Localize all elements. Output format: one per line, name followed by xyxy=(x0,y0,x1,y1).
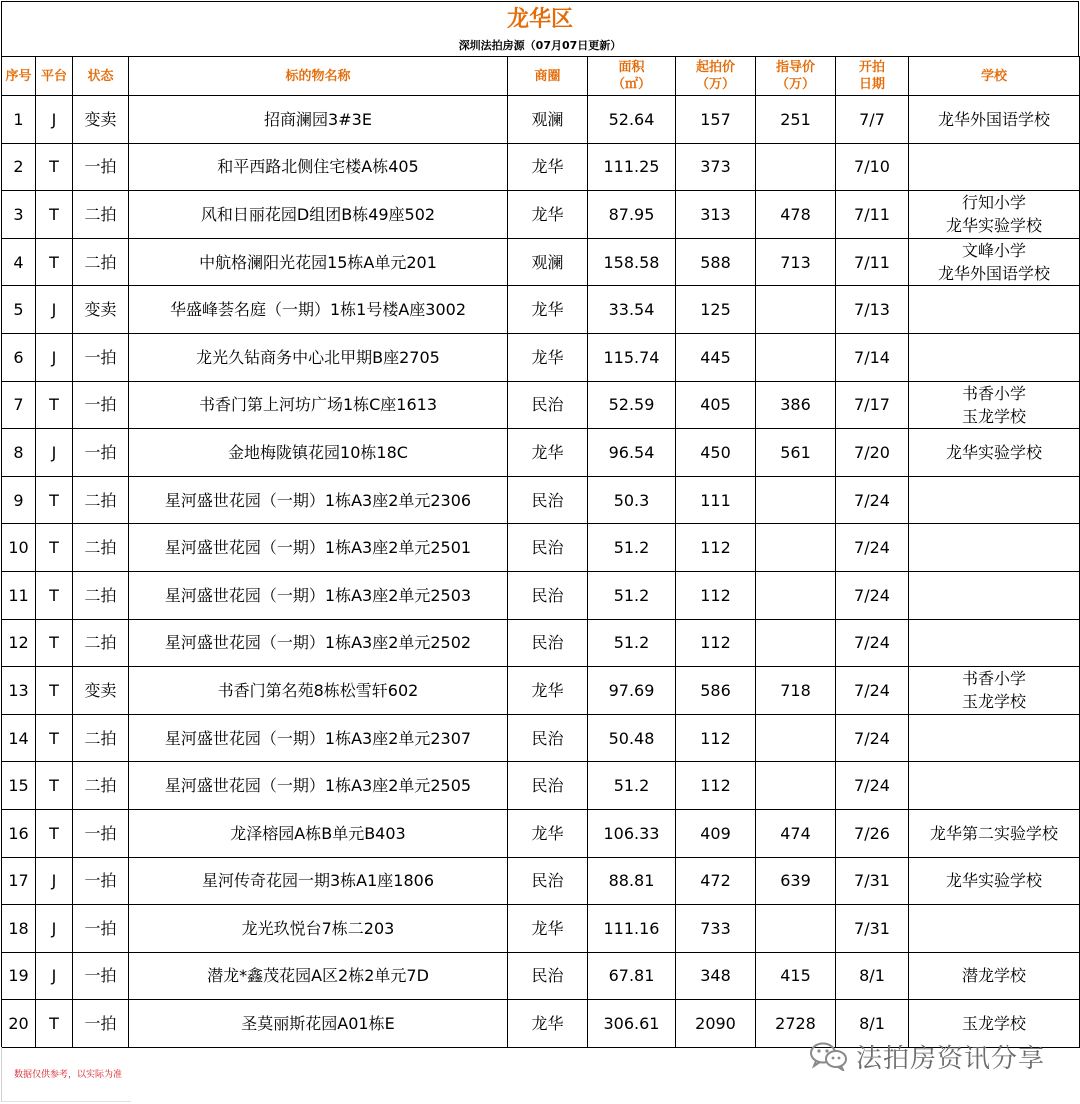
row-status: 一拍 xyxy=(73,333,129,381)
row-size: 52.59 xyxy=(588,381,676,429)
row-status: 二拍 xyxy=(73,714,129,762)
row-guide-price xyxy=(756,524,836,572)
row-school-line1: 书香小学 xyxy=(961,383,1026,403)
col-header-date-label2: 日期 xyxy=(858,77,885,92)
wechat-icon xyxy=(808,1041,848,1071)
row-school-line1: 行知小学 xyxy=(961,193,1026,213)
row-no: 5 xyxy=(2,286,36,334)
footer-note: 数据仅供参考，以实际为准 xyxy=(14,1070,123,1080)
col-header-start-price-label: 起拍价 xyxy=(695,60,735,75)
col-header-zone: 商圈 xyxy=(508,57,588,96)
row-date: 7/11 xyxy=(836,238,909,286)
row-platform: T xyxy=(36,143,73,191)
row-school xyxy=(909,96,1080,144)
row-no: 11 xyxy=(2,571,36,619)
row-zone: 龙华 xyxy=(508,191,588,239)
col-header-size-unit: （㎡） xyxy=(611,77,651,92)
col-header-guide-price-label: 指导价 xyxy=(775,60,815,75)
row-guide-price: 639 xyxy=(756,857,836,905)
row-start-price: 586 xyxy=(676,667,756,715)
row-name: 星河传奇花园一期3栋A1座1806 xyxy=(129,857,508,905)
row-date: 7/24 xyxy=(836,619,909,667)
row-date: 7/14 xyxy=(836,333,909,381)
row-start-price: 445 xyxy=(676,333,756,381)
row-school xyxy=(909,667,1080,715)
row-start-price: 733 xyxy=(676,905,756,953)
row-no: 13 xyxy=(2,667,36,715)
row-zone: 龙华 xyxy=(508,1000,588,1048)
row-guide-price: 718 xyxy=(756,667,836,715)
row-name: 星河盛世花园（一期）1栋A3座2单元2307 xyxy=(129,714,508,762)
row-name: 龙泽榕园A栋B单元B403 xyxy=(129,809,508,857)
row-status: 二拍 xyxy=(73,762,129,810)
row-size: 111.25 xyxy=(588,143,676,191)
row-size: 96.54 xyxy=(588,429,676,477)
listing-table xyxy=(1,56,1080,1048)
table-body xyxy=(2,96,1080,1048)
row-platform: T xyxy=(36,667,73,715)
row-start-price: 157 xyxy=(676,96,756,144)
row-guide-price xyxy=(756,619,836,667)
row-size: 50.48 xyxy=(588,714,676,762)
row-size: 88.81 xyxy=(588,857,676,905)
row-size: 106.33 xyxy=(588,809,676,857)
row-start-price: 373 xyxy=(676,143,756,191)
row-zone: 龙华 xyxy=(508,333,588,381)
row-start-price: 112 xyxy=(676,524,756,572)
row-status: 变卖 xyxy=(73,667,129,715)
row-status: 二拍 xyxy=(73,619,129,667)
row-zone: 观澜 xyxy=(508,96,588,144)
row-school xyxy=(909,952,1080,1000)
row-platform: J xyxy=(36,96,73,144)
row-guide-price: 2728 xyxy=(756,1000,836,1048)
row-platform: J xyxy=(36,333,73,381)
row-start-price: 112 xyxy=(676,762,756,810)
row-name: 书香门第名苑8栋松雪轩602 xyxy=(129,667,508,715)
row-name: 星河盛世花园（一期）1栋A3座2单元2503 xyxy=(129,571,508,619)
row-start-price: 588 xyxy=(676,238,756,286)
row-guide-price: 478 xyxy=(756,191,836,239)
row-school xyxy=(909,286,1080,334)
row-zone: 民治 xyxy=(508,952,588,1000)
row-zone: 民治 xyxy=(508,381,588,429)
table-row xyxy=(2,667,1080,715)
row-guide-price xyxy=(756,571,836,619)
row-size: 158.58 xyxy=(588,238,676,286)
row-school-line1: 龙华实验学校 xyxy=(945,871,1042,891)
row-name: 星河盛世花园（一期）1栋A3座2单元2501 xyxy=(129,524,508,572)
row-size: 51.2 xyxy=(588,762,676,810)
col-header-name: 标的物名称 xyxy=(129,57,508,96)
row-start-price: 112 xyxy=(676,619,756,667)
row-platform: T xyxy=(36,619,73,667)
row-name: 圣莫丽斯花园A01栋E xyxy=(129,1000,508,1048)
col-header-status: 状态 xyxy=(73,57,129,96)
row-start-price: 125 xyxy=(676,286,756,334)
row-guide-price: 415 xyxy=(756,952,836,1000)
row-school-line2: 龙华外国语学校 xyxy=(937,264,1050,284)
row-status: 二拍 xyxy=(73,191,129,239)
row-size: 97.69 xyxy=(588,667,676,715)
row-zone: 民治 xyxy=(508,476,588,524)
row-zone: 龙华 xyxy=(508,809,588,857)
row-zone: 龙华 xyxy=(508,286,588,334)
row-guide-price xyxy=(756,333,836,381)
col-header-start-price xyxy=(676,57,756,96)
row-date: 7/24 xyxy=(836,571,909,619)
row-date: 7/20 xyxy=(836,429,909,477)
row-no: 1 xyxy=(2,96,36,144)
row-start-price: 405 xyxy=(676,381,756,429)
col-header-size xyxy=(588,57,676,96)
row-platform: T xyxy=(36,809,73,857)
row-size: 111.16 xyxy=(588,905,676,953)
row-school-line2: 玉龙学校 xyxy=(961,692,1026,712)
row-school xyxy=(909,524,1080,572)
row-date: 7/17 xyxy=(836,381,909,429)
row-date: 7/24 xyxy=(836,476,909,524)
row-size: 33.54 xyxy=(588,286,676,334)
row-platform: J xyxy=(36,952,73,1000)
row-platform: T xyxy=(36,762,73,810)
row-name: 龙光玖悦台7栋二203 xyxy=(129,905,508,953)
row-guide-price: 713 xyxy=(756,238,836,286)
table-row xyxy=(2,143,1080,191)
row-platform: T xyxy=(36,524,73,572)
table-row xyxy=(2,952,1080,1000)
row-school xyxy=(909,857,1080,905)
row-guide-price xyxy=(756,286,836,334)
row-zone: 观澜 xyxy=(508,238,588,286)
row-start-price: 112 xyxy=(676,571,756,619)
row-status: 一拍 xyxy=(73,905,129,953)
row-school-line1: 龙华实验学校 xyxy=(945,442,1042,462)
row-status: 二拍 xyxy=(73,476,129,524)
table-row xyxy=(2,96,1080,144)
row-no: 17 xyxy=(2,857,36,905)
row-zone: 龙华 xyxy=(508,143,588,191)
row-no: 7 xyxy=(2,381,36,429)
col-header-date xyxy=(836,57,909,96)
row-platform: J xyxy=(36,857,73,905)
row-date: 7/10 xyxy=(836,143,909,191)
row-school xyxy=(909,571,1080,619)
col-header-guide-price-unit: （万） xyxy=(775,77,815,92)
row-size: 87.95 xyxy=(588,191,676,239)
table-row xyxy=(2,714,1080,762)
row-platform: T xyxy=(36,714,73,762)
table-row xyxy=(2,809,1080,857)
row-school-line1: 龙华外国语学校 xyxy=(937,109,1050,129)
title-block xyxy=(1,1,1079,56)
row-date: 7/24 xyxy=(836,714,909,762)
row-school xyxy=(909,333,1080,381)
row-school xyxy=(909,381,1080,429)
page-title: 龙华区 xyxy=(506,7,573,32)
row-no: 19 xyxy=(2,952,36,1000)
row-date: 7/24 xyxy=(836,524,909,572)
row-name: 龙光久钻商务中心北甲期B座2705 xyxy=(129,333,508,381)
row-platform: J xyxy=(36,429,73,477)
row-status: 一拍 xyxy=(73,1000,129,1048)
watermark xyxy=(808,1038,1045,1074)
row-zone: 民治 xyxy=(508,714,588,762)
row-name: 星河盛世花园（一期）1栋A3座2单元2306 xyxy=(129,476,508,524)
row-name: 风和日丽花园D组团B栋49座502 xyxy=(129,191,508,239)
table-row xyxy=(2,381,1080,429)
row-school xyxy=(909,714,1080,762)
row-platform: T xyxy=(36,1000,73,1048)
row-name: 招商澜园3#3E xyxy=(129,96,508,144)
table-row xyxy=(2,238,1080,286)
row-school xyxy=(909,143,1080,191)
row-no: 10 xyxy=(2,524,36,572)
row-no: 14 xyxy=(2,714,36,762)
row-status: 变卖 xyxy=(73,286,129,334)
row-status: 一拍 xyxy=(73,381,129,429)
col-header-size-label: 面积 xyxy=(618,60,645,75)
row-platform: J xyxy=(36,905,73,953)
row-no: 2 xyxy=(2,143,36,191)
row-platform: T xyxy=(36,238,73,286)
row-no: 8 xyxy=(2,429,36,477)
col-header-guide-price xyxy=(756,57,836,96)
row-guide-price: 386 xyxy=(756,381,836,429)
table-row xyxy=(2,905,1080,953)
col-header-date-label: 开拍 xyxy=(858,60,885,75)
row-size: 306.61 xyxy=(588,1000,676,1048)
row-no: 9 xyxy=(2,476,36,524)
row-platform: T xyxy=(36,571,73,619)
row-name: 华盛峰荟名庭（一期）1栋1号楼A座3002 xyxy=(129,286,508,334)
row-guide-price xyxy=(756,762,836,810)
table-row xyxy=(2,762,1080,810)
row-school xyxy=(909,619,1080,667)
row-start-price: 348 xyxy=(676,952,756,1000)
row-name: 和平西路北侧住宅楼A栋405 xyxy=(129,143,508,191)
row-guide-price: 251 xyxy=(756,96,836,144)
row-school-line1: 文峰小学 xyxy=(961,241,1026,261)
row-platform: T xyxy=(36,191,73,239)
row-start-price: 2090 xyxy=(676,1000,756,1048)
row-zone: 民治 xyxy=(508,857,588,905)
row-zone: 龙华 xyxy=(508,667,588,715)
table-row xyxy=(2,619,1080,667)
row-size: 51.2 xyxy=(588,571,676,619)
row-no: 18 xyxy=(2,905,36,953)
row-school-line1: 玉龙学校 xyxy=(961,1014,1026,1034)
row-guide-price xyxy=(756,714,836,762)
row-no: 6 xyxy=(2,333,36,381)
row-school-line1: 书香小学 xyxy=(961,669,1026,689)
row-date: 7/24 xyxy=(836,762,909,810)
row-date: 7/7 xyxy=(836,96,909,144)
row-status: 变卖 xyxy=(73,96,129,144)
row-start-price: 409 xyxy=(676,809,756,857)
row-platform: T xyxy=(36,381,73,429)
row-start-price: 112 xyxy=(676,714,756,762)
row-size: 52.64 xyxy=(588,96,676,144)
row-school-line1: 龙华第二实验学校 xyxy=(929,823,1058,843)
row-status: 二拍 xyxy=(73,238,129,286)
table-header-row xyxy=(2,57,1080,96)
row-no: 3 xyxy=(2,191,36,239)
row-status: 一拍 xyxy=(73,143,129,191)
row-name: 潜龙*鑫茂花园A区2栋2单元7D xyxy=(129,952,508,1000)
col-header-start-price-unit: （万） xyxy=(695,77,735,92)
row-school xyxy=(909,762,1080,810)
row-status: 一拍 xyxy=(73,857,129,905)
col-header-school: 学校 xyxy=(909,57,1080,96)
row-date: 8/1 xyxy=(836,1000,909,1048)
row-guide-price xyxy=(756,143,836,191)
row-zone: 龙华 xyxy=(508,429,588,477)
row-date: 7/13 xyxy=(836,286,909,334)
table-row xyxy=(2,286,1080,334)
row-start-price: 111 xyxy=(676,476,756,524)
row-date: 7/11 xyxy=(836,191,909,239)
watermark-text: 法拍房资讯分享 xyxy=(856,1043,1046,1074)
row-school-line2: 龙华实验学校 xyxy=(945,216,1042,236)
row-zone: 民治 xyxy=(508,762,588,810)
row-school-line2: 玉龙学校 xyxy=(961,406,1026,426)
row-platform: J xyxy=(36,286,73,334)
table-row xyxy=(2,571,1080,619)
row-no: 15 xyxy=(2,762,36,810)
row-name: 书香门第上河坊广场1栋C座1613 xyxy=(129,381,508,429)
row-platform: T xyxy=(36,476,73,524)
row-no: 4 xyxy=(2,238,36,286)
row-size: 67.81 xyxy=(588,952,676,1000)
row-zone: 民治 xyxy=(508,571,588,619)
row-guide-price xyxy=(756,476,836,524)
row-zone: 民治 xyxy=(508,524,588,572)
table-row xyxy=(2,429,1080,477)
col-header-no: 序号 xyxy=(2,57,36,96)
table-row xyxy=(2,333,1080,381)
row-name: 星河盛世花园（一期）1栋A3座2单元2502 xyxy=(129,619,508,667)
row-start-price: 450 xyxy=(676,429,756,477)
row-school xyxy=(909,905,1080,953)
row-school xyxy=(909,429,1080,477)
row-school xyxy=(909,238,1080,286)
row-size: 51.2 xyxy=(588,619,676,667)
table-row xyxy=(2,524,1080,572)
row-name: 金地梅陇镇花园10栋18C xyxy=(129,429,508,477)
row-zone: 龙华 xyxy=(508,905,588,953)
row-date: 7/31 xyxy=(836,905,909,953)
row-school xyxy=(909,191,1080,239)
row-date: 7/24 xyxy=(836,667,909,715)
row-start-price: 472 xyxy=(676,857,756,905)
table-row xyxy=(2,476,1080,524)
table-row xyxy=(2,191,1080,239)
page-subtitle: 深圳法拍房源（07月07日更新） xyxy=(458,39,622,52)
row-no: 20 xyxy=(2,1000,36,1048)
row-zone: 民治 xyxy=(508,619,588,667)
row-guide-price: 474 xyxy=(756,809,836,857)
row-status: 一拍 xyxy=(73,429,129,477)
row-no: 12 xyxy=(2,619,36,667)
row-name: 星河盛世花园（一期）1栋A3座2单元2505 xyxy=(129,762,508,810)
row-school xyxy=(909,476,1080,524)
row-date: 8/1 xyxy=(836,952,909,1000)
row-start-price: 313 xyxy=(676,191,756,239)
row-date: 7/26 xyxy=(836,809,909,857)
row-status: 二拍 xyxy=(73,571,129,619)
row-guide-price: 561 xyxy=(756,429,836,477)
row-school-line1: 潜龙学校 xyxy=(961,966,1026,986)
row-size: 51.2 xyxy=(588,524,676,572)
row-status: 一拍 xyxy=(73,952,129,1000)
row-size: 115.74 xyxy=(588,333,676,381)
row-no: 16 xyxy=(2,809,36,857)
row-date: 7/31 xyxy=(836,857,909,905)
row-size: 50.3 xyxy=(588,476,676,524)
col-header-platform: 平台 xyxy=(36,57,73,96)
row-school xyxy=(909,809,1080,857)
table-row xyxy=(2,857,1080,905)
row-name: 中航格澜阳光花园15栋A单元201 xyxy=(129,238,508,286)
row-status: 二拍 xyxy=(73,524,129,572)
row-guide-price xyxy=(756,905,836,953)
row-status: 一拍 xyxy=(73,809,129,857)
